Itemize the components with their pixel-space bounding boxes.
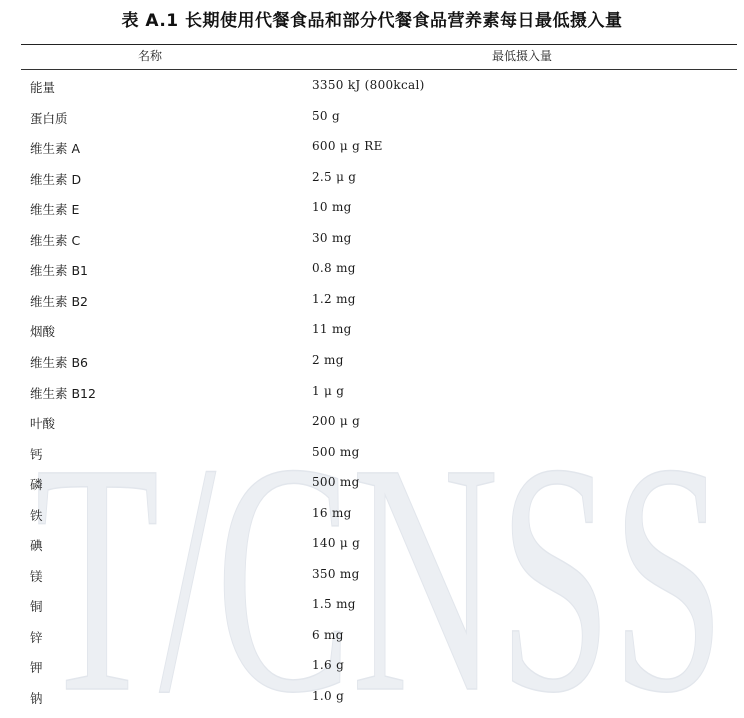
table-row [0,506,744,526]
table-row [0,689,744,709]
table-row [0,567,744,587]
table-row [0,353,744,373]
nutrient-name: 维生素 B2 [30,293,89,309]
table-row [0,78,744,98]
nutrient-name: 钠 [30,691,43,706]
nutrient-name: 能量 [30,80,56,95]
nutrient-name: 维生素 B1 [30,263,89,279]
minimum-intake-value: 1 μ g [312,383,345,398]
minimum-intake-value: 30 mg [312,230,352,245]
nutrient-name: 维生素 B12 [30,385,96,401]
nutrient-name: 碘 [30,538,43,554]
minimum-intake-value: 1.5 mg [312,597,356,612]
table-row [0,261,744,281]
nutrient-name: 维生素 A [30,141,81,157]
table-row [0,231,744,251]
table-header-rule [21,69,737,70]
table-row [0,292,744,312]
nutrient-name: 钙 [30,446,43,462]
table-top-rule [21,44,737,45]
nutrient-name: 叶酸 [30,416,56,432]
nutrient-name: 铜 [30,599,43,615]
nutrient-name: 铁 [30,507,43,523]
table-row [0,445,744,465]
minimum-intake-value: 600 μ g RE [312,139,383,154]
nutrient-name: 钾 [30,660,43,676]
column-header-value: 最低摄入量 [491,49,552,63]
minimum-intake-value: 500 mg [312,475,360,490]
minimum-intake-value: 2.5 μ g [312,169,357,184]
table-row [0,536,744,556]
nutrient-name: 烟酸 [30,324,56,340]
minimum-intake-value: 50 g [312,108,340,123]
table-row [0,597,744,617]
minimum-intake-value: 16 mg [312,505,352,520]
nutrient-name: 维生素 C [30,232,81,248]
minimum-intake-value: 1.6 g [312,658,345,673]
minimum-intake-value: 200 μ g [312,414,361,429]
minimum-intake-value: 2 mg [312,352,344,367]
nutrient-name: 镁 [30,568,43,584]
minimum-intake-value: 0.8 mg [312,261,356,276]
table-row [0,475,744,495]
table-title: 表 A.1 长期使用代餐食品和部分代餐食品营养素每日最低摄入量 [121,11,623,31]
minimum-intake-value: 10 mg [312,200,352,215]
minimum-intake-value: 3350 kJ (800kcal) [312,78,425,92]
minimum-intake-value: 140 μ g [312,536,361,551]
table-row [0,628,744,648]
column-header-name: 名称 [137,49,162,63]
table-row [0,384,744,404]
nutrient-name: 锌 [30,629,43,645]
minimum-intake-value: 350 mg [312,566,360,581]
watermark-text: T/CNSS [35,424,725,714]
table-row [0,139,744,159]
table-row [0,200,744,220]
table-row [0,658,744,678]
minimum-intake-value: 1.0 g [312,689,345,703]
minimum-intake-value: 6 mg [312,627,344,642]
nutrient-name: 蛋白质 [30,110,68,126]
minimum-intake-value: 500 mg [312,444,360,459]
nutrient-name: 磷 [30,477,43,493]
minimum-intake-value: 11 mg [312,322,352,337]
nutrient-name: 维生素 D [30,171,82,187]
nutrient-name: 维生素 B6 [30,354,89,370]
nutrient-name: 维生素 E [30,202,80,218]
table-row [0,170,744,190]
table-row [0,414,744,434]
table-row [0,322,744,342]
table-row [0,109,744,129]
minimum-intake-value: 1.2 mg [312,291,356,306]
